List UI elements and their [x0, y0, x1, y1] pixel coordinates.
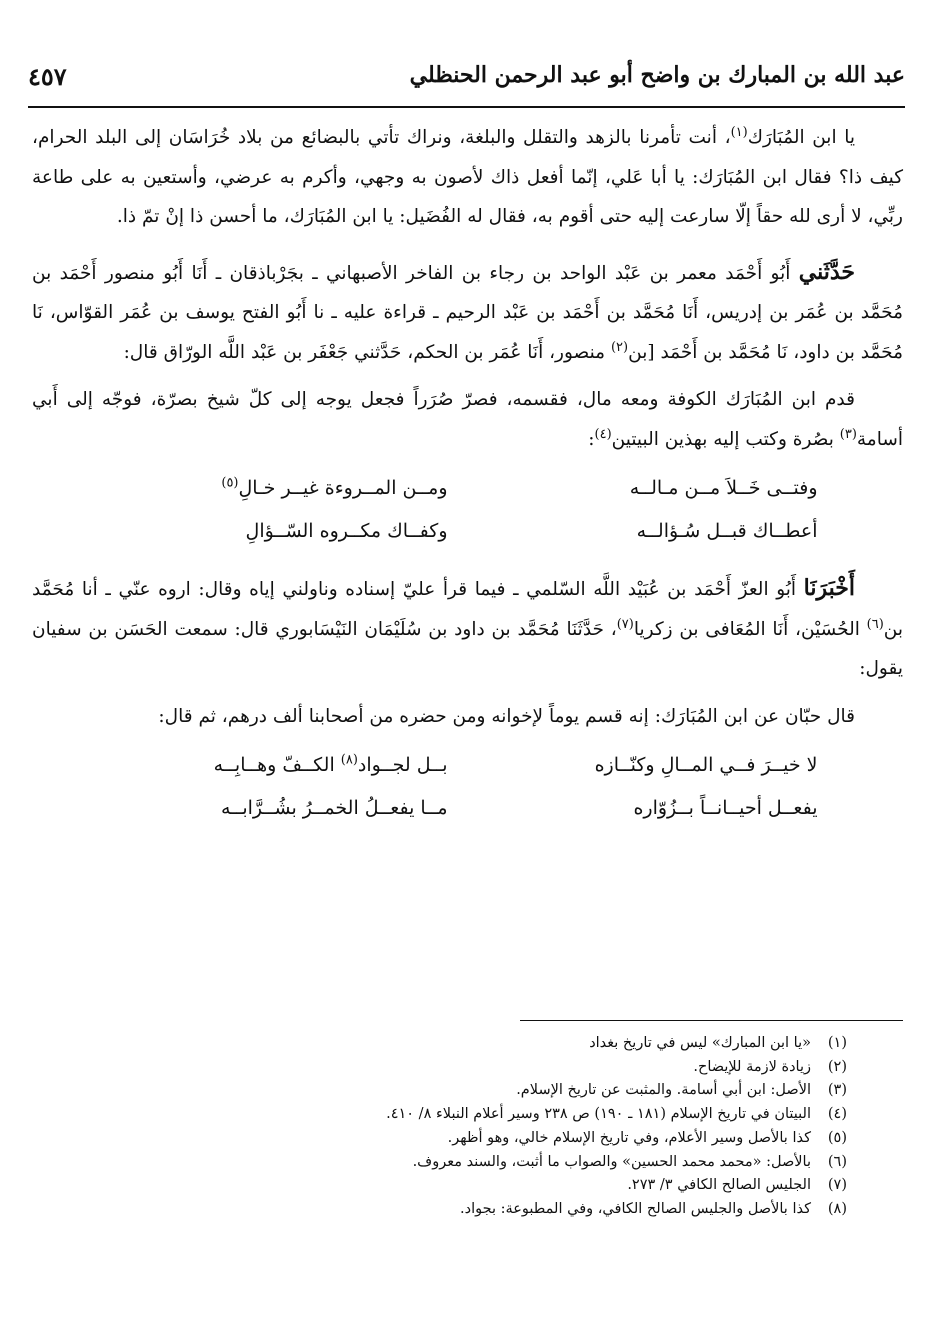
footnote-text: كذا بالأصل وسير الأعلام، وفي تاريخ الإسلام خالي، وهو أظهر. [447, 1129, 811, 1146]
isnad-paragraph-1 [32, 253, 903, 373]
footnote [60, 1198, 847, 1222]
footnote-text: الجليس الصالح الكافي ٣/ ٢٧٣. [627, 1177, 811, 1194]
verse-hemistich: مــا يفعــلُ الخمــرُ بشُــرَّابــه [221, 797, 448, 819]
footnote-number: (٣) [827, 1082, 847, 1099]
isnad-lead-word: حَدَّثَني [798, 258, 855, 285]
verse-line [32, 744, 903, 787]
footnote-ref-3: (٣) [839, 426, 857, 442]
verse-hemistich: لا خيــرَ فــي المــالِ وكنّــازه [594, 754, 818, 776]
text-span: ، أنت تأمرنا بالزهد والتقلل والبلغة، ونراك تأتي بالبضائع من بلاد [237, 127, 731, 148]
poem-2 [32, 744, 903, 830]
verse-hemistich: يفعــل أحيــانــاً بــزُوّاره [633, 797, 818, 819]
footnote [60, 1032, 847, 1056]
verse-line [32, 510, 903, 553]
footnote-text: كذا بالأصل والجليس الصالح الكافي، وفي المطبوعة: بجواد. [460, 1200, 811, 1217]
footnote-number: (٧) [827, 1177, 847, 1194]
text-span: الحُسَيْن، أَنَا المُعَافى بن زكريا [633, 618, 867, 640]
main-text [32, 118, 903, 830]
paragraph-5: قال حبّان عن ابن المُبَارَك: إنه قسم يوماً لإخوانه ومن حضره من أصحابنا ألف درهم، ثم قال: [158, 705, 855, 727]
footnote-number: (٢) [827, 1058, 847, 1075]
verse-hemistich [118, 467, 448, 510]
text-span: : [588, 428, 595, 450]
footnote-ref-1: (١) [730, 124, 748, 140]
footnote-text: البيتان في تاريخ الإسلام (١٨١ ـ ١٩٠) ص ٢٣٨ وسير أعلام النبلاء ٨/ ٤١٠. [386, 1106, 811, 1123]
verse-hemistich [118, 744, 448, 787]
running-title: عبد الله بن المبارك بن واضح أبو عبد الرحمن الحنظلي [409, 62, 905, 88]
poem-1 [32, 467, 903, 553]
text-span: قدم ابن المُبَارَك الكوفة ومعه مال، فقسمه، فصرّ صُرَراً فجعل يوجه إلى كلّ شيخ بصرّة، فوجّه إلى أَبي أسامة [32, 389, 903, 450]
footnote-ref-5: (٥) [221, 475, 239, 491]
running-header [28, 52, 905, 108]
footnote-ref-7: (٧) [616, 616, 634, 632]
footnote-text: زيادة لازمة للإيضاح. [693, 1058, 811, 1075]
footnote-number: (٨) [827, 1200, 847, 1217]
footnote-number: (١) [827, 1035, 847, 1051]
footnote-ref-2: (٢) [610, 339, 629, 355]
footnote [60, 1151, 847, 1175]
footnote-text: «يا ابن المبارك» ليس في تاريخ بغداد [589, 1035, 811, 1051]
footnote-number: (٤) [827, 1106, 847, 1123]
verse-line [32, 467, 903, 510]
paragraph-1 [32, 118, 903, 237]
isnad-paragraph-2 [32, 569, 903, 689]
text-span: الكــفّ وهــابِــه [213, 754, 341, 776]
footnote [60, 1174, 847, 1198]
footnote [60, 1056, 847, 1080]
text-span: ومــن المــروءة غيــر خـالِ [238, 477, 448, 499]
text-span: أَبُو أَحْمَد معمر بن عَبْد الواحد بن رجاء بن الفاخر الأصبهاني ـ بجَرْباذقان ـ أَنَا أَبُو منصور أَحْمَد بن مُحَمَّد بن عُمَر بن إدريس، أَنَا مُحَمَّد بن أَحْمَد بن عَبْد الرحيم ـ قراءة عليه ـ نا أَبُو الفتح يوسف بن عُمَر القوّاس، نَا مُحَمَّد بن داود، نَا مُحَمَّد بن أَحْمَد [بن [32, 262, 903, 363]
footnote-text: بالأصل: «محمد محمد الحسين» والصواب ما أثبت، والسند معروف. [412, 1153, 811, 1170]
paragraph-3 [32, 380, 903, 459]
footnote-number: (٥) [827, 1129, 847, 1146]
text-span: منصور، أَنَا عُمَر بن الحكم، حَدَّثني جَعْفَر بن عَبْد اللَّه الورّاق قال: [123, 341, 611, 363]
text-span: خُرَاسَان إلى البلد الحرام، كيف ذا؟ فقال ابن المُبَارَك: يا أبا عَلي، إنّما أفعل ذاك لأصون به وجهي، وأكرم به عرضي، وأستعين به على طاعة ربِّي، لا أرى لله حقاً إلّا سارعت إليه حتى أقوم به، فقال له الفُضَيل: يا ابن المُبَارَك، ما أحسن ذا إنْ تمّ ذا. [32, 127, 903, 227]
isnad-lead-word: أَخْبَرَنَا [803, 575, 855, 601]
page-number: ٤٥٧ [28, 62, 67, 91]
footnote-ref-4: (٤) [594, 426, 612, 442]
verse-hemistich: وفتــى خَــلاَ مــن مـالــه [629, 477, 818, 499]
footnote-text: الأصل: ابن أبي أسامة. والمثبت عن تاريخ الإسلام. [516, 1082, 811, 1099]
footnote-ref-8: (٨) [340, 752, 358, 768]
verse-hemistich: أعطــاك قبــل سُـؤالــه [636, 520, 818, 542]
text-span: بــل لجــواد [357, 754, 448, 776]
footnote [60, 1103, 847, 1127]
footnote-number: (٦) [827, 1153, 847, 1170]
text-span: بصُرة وكتب إليه بهذين البيتين [611, 428, 840, 450]
text-span: ، حَدَّثَنَا مُحَمَّد بن داود بن سُلَيْمَان النَيْسَابوري قال: سمعت الحَسَن بن سفيان يقول: [32, 618, 903, 679]
text-span: أَبُو العزّ أَحْمَد بن عُبَيْد اللَّه السّلمي ـ فيما قرأ عليّ إسناده وناولني إياه وقال: اروه عنّي ـ أنا مُحَمَّد بن [32, 579, 904, 640]
text-span: يا ابن المُبَارَك [747, 127, 856, 148]
footnote [60, 1127, 847, 1151]
footnote [60, 1079, 847, 1103]
verse-line [32, 787, 903, 830]
footnote-separator [520, 1020, 903, 1021]
footnotes [60, 1032, 847, 1222]
verse-hemistich: وكفــاك مكــروه السّــؤالِ [245, 520, 448, 542]
footnote-ref-6: (٦) [866, 616, 884, 632]
